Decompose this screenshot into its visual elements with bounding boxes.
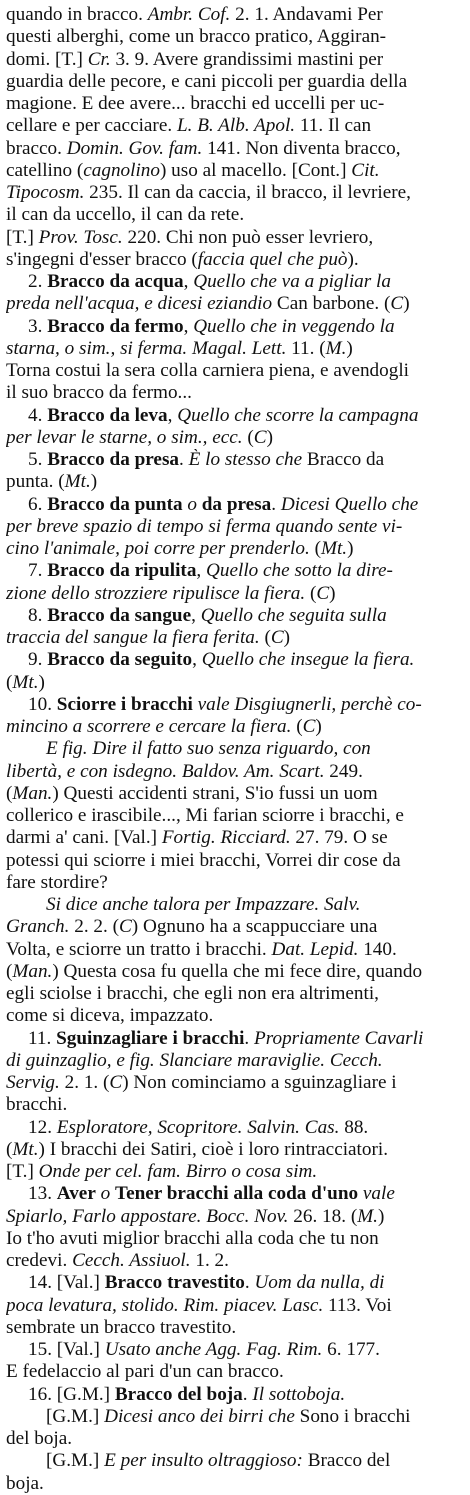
text-line: [T.] Onde per cel. fam. Birro o cosa sim. xyxy=(6,1161,318,1182)
text-line: s'ingegni d'esser bracco (faccia quel che può). xyxy=(6,248,359,270)
text-line: 15. [Val.] Usato anche Agg. Fag. Rim. 6. 177. xyxy=(28,1339,380,1360)
text-line: darmi a' cani. [Val.] Fortig. Ricciard. 27. 79. O se xyxy=(6,827,388,849)
text-line: credevi. Cecch. Assiuol. 1. 2. xyxy=(6,1250,229,1271)
text-line: domi. [T.] Cr. 3. 9. Avere grandissimi mastini per xyxy=(6,48,384,70)
text-line: Torna costui la sera colla carniera piena, e avendogli xyxy=(6,360,410,381)
text-line: 12. Esploratore, Scopritore. Salvin. Cas. 88. xyxy=(28,1116,369,1138)
text-line: quando in bracco. Ambr. Cof. 2. 1. Andavami Per xyxy=(6,4,383,25)
text-line: 13. Aver o Tener bracchi alla coda d'uno vale xyxy=(28,1183,395,1205)
text-line: bracchi. xyxy=(6,1094,68,1116)
text-line: poca levatura, stolido. Rim. piacev. Lasc. 113. Voi xyxy=(6,1294,392,1316)
text-line: egli sciolse i bracchi, che egli non era altrimenti, xyxy=(6,983,379,1004)
text-line: 9. Bracco da seguito, Quello che insegue la fiera. xyxy=(28,649,415,671)
text-line: (Man.) Questi accidenti strani, S'io fussi un uom xyxy=(6,782,378,804)
text-line: Spiarlo, Farlo appostare. Bocc. Nov. 26. 18. (M.) xyxy=(6,1205,385,1227)
text-line: 14. [Val.] Bracco travestito. Uom da nulla, di xyxy=(28,1272,385,1294)
text-line: potessi qui sciorre i miei bracchi, Vorrei dir cose da xyxy=(6,849,401,871)
text-line: guardia delle pecore, e cani piccoli per guardia della xyxy=(6,70,408,92)
text-line: starna, o sim., si ferma. Magal. Lett. 11. (M.) xyxy=(6,337,353,359)
text-line: boja. xyxy=(6,1472,44,1494)
text-line: zione dello strozziere ripulisce la fiera. (C) xyxy=(6,582,336,604)
text-line: Volta, e sciorre un tratto i bracchi. Dat. Lepid. 140. xyxy=(6,938,397,960)
text-line: del boja. xyxy=(6,1428,73,1449)
text-line: come si diceva, impazzato. xyxy=(6,1005,214,1027)
text-line: 5. Bracco da presa. È lo stesso che Bracco da xyxy=(28,449,385,470)
text-line: 3. Bracco da fermo, Quello che in veggendo la xyxy=(28,315,395,337)
text-line: (Man.) Questa cosa fu quella che mi fece dire, quando xyxy=(6,960,423,982)
text-line: traccia del sangue la fiera ferita. (C) xyxy=(6,627,291,648)
text-line: Tipocosm. 235. Il can da caccia, il bracco, il levriere, xyxy=(6,182,411,203)
text-line: libertà, e con isdegno. Baldov. Am. Scart. 249. xyxy=(6,760,363,782)
text-line: per levar le starne, o sim., ecc. (C) xyxy=(6,426,273,448)
text-line: 16. [G.M.] Bracco del boja. Il sottoboja. xyxy=(28,1383,346,1405)
text-line: E fedelaccio al pari d'un can bracco. xyxy=(6,1361,284,1383)
text-line: questi alberghi, come un bracco pratico, Aggiran- xyxy=(6,26,387,48)
text-line: il can da uccello, il can da rete. xyxy=(6,204,245,226)
text-line: bracco. Domin. Gov. fam. 141. Non diventa bracco, xyxy=(6,137,401,159)
text-line: punta. (Mt.) xyxy=(6,471,98,493)
text-line: 11. Sguinzagliare i bracchi. Propriamente Cavarli xyxy=(28,1027,424,1049)
text-line: sembrate un bracco travestito. xyxy=(6,1316,237,1338)
text-line: 10. Sciorre i bracchi vale Disgiugnerli, perchè co- xyxy=(28,693,422,715)
text-line: catellino (cagnolino) uso al macello. [Cont.] Cit. xyxy=(6,159,380,181)
text-line: (Mt.) I bracchi dei Satiri, cioè i loro rintracciatori. xyxy=(6,1138,389,1160)
text-line: per breve spazio di tempo si ferma quando sente vi- xyxy=(6,515,403,537)
text-line: E fig. Dire il fatto suo senza riguardo, con xyxy=(46,738,371,760)
text-line: [G.M.] Dicesi anco dei birri che Sono i bracchi xyxy=(46,1405,411,1427)
text-line: collerico e irascibile..., Mi farian sciorre i bracchi, e xyxy=(6,805,404,826)
text-line: 4. Bracco da leva, Quello che scorre la campagna xyxy=(28,404,419,426)
text-line: [T.] Prov. Tosc. 220. Chi non può esser levriero, xyxy=(6,226,374,248)
text-line: 8. Bracco da sangue, Quello che seguita sulla xyxy=(28,604,387,626)
text-line: Granch. 2. 2. (C) Ognuno ha a scappucciare una xyxy=(6,916,378,938)
text-line: magione. E dee avere... bracchi ed uccelli per uc- xyxy=(6,93,385,114)
text-line: di guinzaglio, e fig. Slanciare maraviglie. Cecch. xyxy=(6,1049,383,1071)
text-line: Servig. 2. 1. (C) Non cominciamo a sguinzagliare i xyxy=(6,1072,397,1093)
text-line: preda nell'acqua, e dicesi eziandio Can barbone. (C) xyxy=(6,293,410,315)
text-line: Io t'ho avuti miglior bracchi alla coda che tu non xyxy=(6,1227,379,1249)
text-line: cino l'animale, poi corre per prenderlo. (Mt.) xyxy=(6,538,354,559)
text-line: mincino a scorrere e cercare la fiera. (C) xyxy=(6,716,322,737)
text-line: fare stordire? xyxy=(6,871,108,893)
text-line: 2. Bracco da acqua, Quello che va a pigliar la xyxy=(28,271,391,292)
text-line: 7. Bracco da ripulita, Quello che sotto la dire- xyxy=(28,560,393,582)
text-line: (Mt.) xyxy=(6,671,45,693)
text-line: cellare e per cacciare. L. B. Alb. Apol. 11. Il can xyxy=(6,115,372,137)
text-line: 6. Bracco da punta o da presa. Dicesi Quello che xyxy=(28,493,419,515)
text-line: il suo bracco da fermo... xyxy=(6,382,192,404)
text-line: [G.M.] E per insulto oltraggioso: Bracco del xyxy=(46,1450,391,1472)
text-line: Si dice anche talora per Impazzare. Salv. xyxy=(46,894,361,915)
